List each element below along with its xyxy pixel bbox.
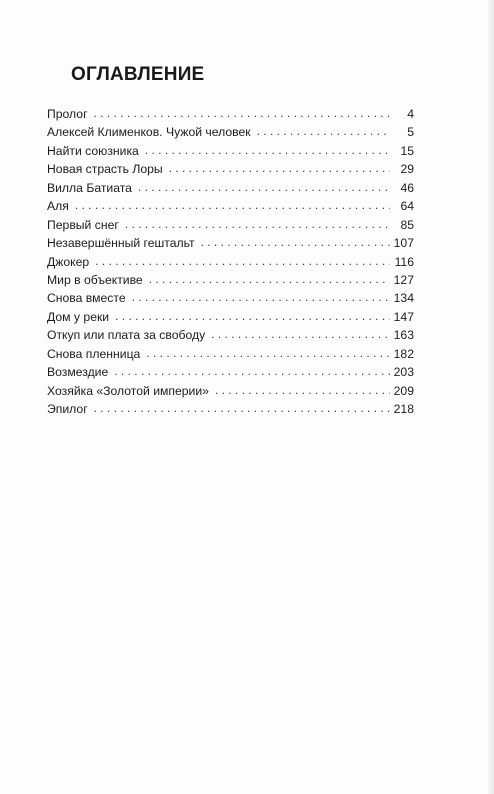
toc-entry-page: 85 xyxy=(400,217,414,232)
toc-entry-title: Новая страсть Лоры xyxy=(47,162,163,177)
toc-entry-title: Мир в объективе xyxy=(47,272,143,287)
table-of-contents xyxy=(47,105,414,418)
toc-entry xyxy=(47,253,414,271)
toc-entry xyxy=(47,197,414,215)
toc-entry-title: Дом у реки xyxy=(47,309,110,324)
dot-leader xyxy=(132,288,390,306)
dot-leader xyxy=(115,307,390,325)
toc-entry xyxy=(47,271,414,289)
toc-entry-title: Вилла Батиата xyxy=(47,180,132,195)
toc-entry xyxy=(47,308,414,326)
toc-entry-title: Первый снег xyxy=(47,217,119,232)
page-title: ОГЛАВЛЕНИЕ xyxy=(71,64,205,85)
toc-entry xyxy=(47,382,414,400)
toc-entry-title: Возмездие xyxy=(47,365,109,380)
toc-entry xyxy=(47,326,414,344)
toc-entry-title: Эпилог xyxy=(47,402,88,416)
toc-entry xyxy=(47,179,414,197)
toc-entry xyxy=(47,105,414,123)
dot-leader xyxy=(94,399,390,417)
toc-entry-page: 203 xyxy=(393,365,414,380)
toc-entry-page: 134 xyxy=(393,291,414,306)
dot-leader xyxy=(94,104,390,122)
toc-entry-page: 163 xyxy=(393,328,414,343)
dot-leader xyxy=(95,252,390,270)
toc-entry-page: 116 xyxy=(394,254,414,269)
toc-entry xyxy=(47,216,414,234)
toc-entry xyxy=(47,160,414,178)
toc-entry xyxy=(47,289,414,307)
dot-leader xyxy=(114,362,389,380)
toc-entry xyxy=(47,400,414,418)
dot-leader xyxy=(215,381,390,399)
toc-entry xyxy=(47,345,414,363)
toc-entry-title: Аля xyxy=(47,199,69,214)
toc-entry-title: Найти союзника xyxy=(47,143,139,158)
toc-entry-title: Снова пленница xyxy=(47,346,141,361)
toc-entry-page: 4 xyxy=(407,107,414,121)
toc-entry-page: 218 xyxy=(393,402,414,416)
dot-leader xyxy=(169,159,390,177)
dot-leader xyxy=(145,141,390,159)
dot-leader xyxy=(75,196,390,214)
toc-entry xyxy=(47,363,414,381)
toc-entry-title: Джокер xyxy=(47,254,90,269)
dot-leader xyxy=(149,270,390,288)
toc-entry-title: Откуп или плата за свободу xyxy=(47,328,206,343)
toc-entry-page: 15 xyxy=(400,143,414,158)
page-edge-shadow xyxy=(488,0,494,794)
toc-entry-title: Пролог xyxy=(47,107,88,121)
dot-leader xyxy=(257,122,390,140)
toc-entry-title: Незавершённый гештальт xyxy=(47,236,195,251)
toc-entry xyxy=(47,123,414,141)
toc-entry-page: 182 xyxy=(393,346,414,361)
toc-entry-title: Снова вместе xyxy=(47,291,126,306)
dot-leader xyxy=(125,215,390,233)
dot-leader xyxy=(201,233,390,251)
toc-entry-page: 46 xyxy=(400,180,414,195)
toc-entry xyxy=(47,234,414,252)
toc-entry-page: 5 xyxy=(407,125,414,140)
dot-leader xyxy=(138,178,390,196)
toc-entry-page: 147 xyxy=(393,309,414,324)
toc-entry-page: 127 xyxy=(393,272,414,287)
toc-entry-page: 107 xyxy=(393,236,414,251)
toc-entry-page: 29 xyxy=(400,162,414,177)
toc-entry xyxy=(47,142,414,160)
toc-entry-title: Алексей Клименков. Чужой человек xyxy=(47,125,251,140)
dot-leader xyxy=(211,325,389,343)
toc-entry-title: Хозяйка «Золотой империи» xyxy=(47,383,209,398)
toc-entry-page: 209 xyxy=(393,383,414,398)
toc-entry-page: 64 xyxy=(400,199,414,214)
dot-leader xyxy=(146,344,389,362)
